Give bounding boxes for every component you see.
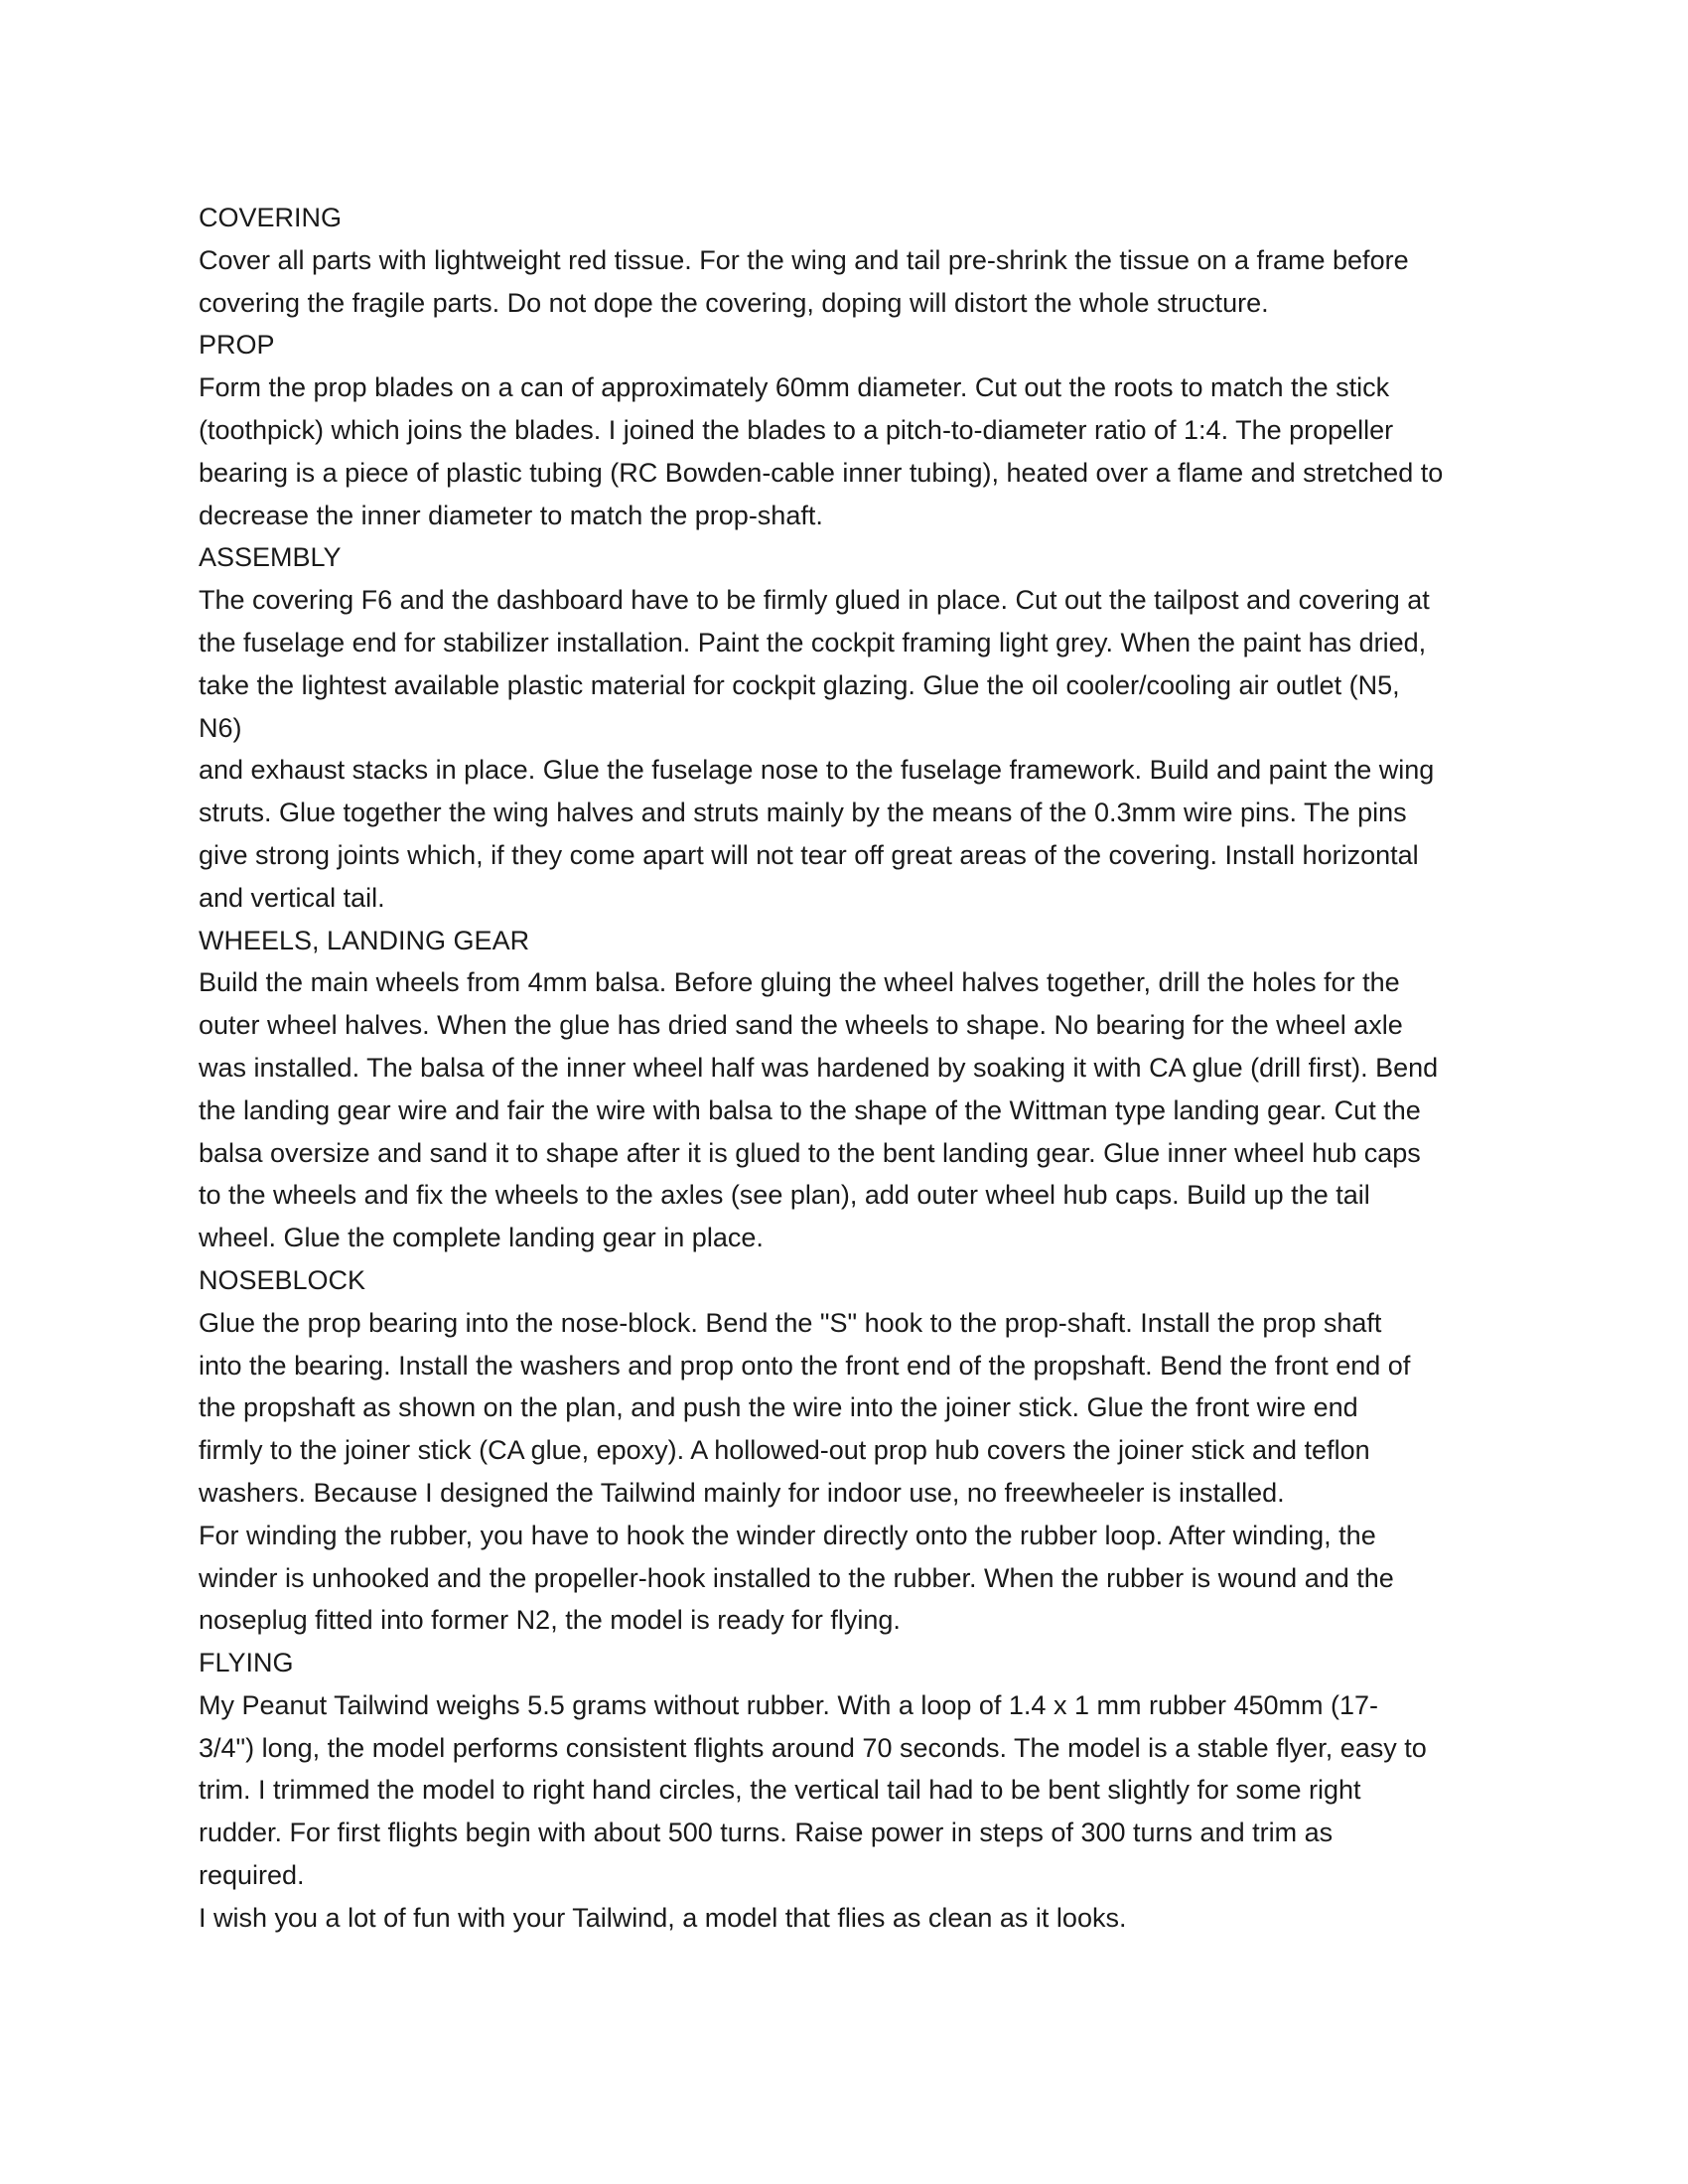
- section-heading-noseblock: NOSEBLOCK: [199, 1264, 366, 1295]
- text-line: Build the main wheels from 4mm balsa. Before gluing the wheel halves together, drill the holes for the: [199, 967, 1400, 998]
- text-line: give strong joints which, if they come apart will not tear off great areas of the covering. Install horizontal: [199, 839, 1419, 870]
- text-line: required.: [199, 1860, 305, 1891]
- text-line: Cover all parts with lightweight red tissue. For the wing and tail pre-shrink the tissue on a frame before: [199, 244, 1409, 275]
- text-line: take the lightest available plastic material for cockpit glazing. Glue the oil cooler/cooling air outlet (N5,: [199, 669, 1400, 700]
- text-line: trim. I trimmed the model to right hand circles, the vertical tail had to be bent slightly for some right: [199, 1775, 1361, 1806]
- text-line: My Peanut Tailwind weighs 5.5 grams without rubber. With a loop of 1.4 x 1 mm rubber 450mm (17-: [199, 1689, 1379, 1720]
- text-line: 3/4") long, the model performs consistent flights around 70 seconds. The model is a stable flyer, easy to: [199, 1732, 1427, 1763]
- section-heading-prop: PROP: [199, 330, 275, 361]
- text-line: Glue the prop bearing into the nose-block. Bend the "S" hook to the prop-shaft. Install the prop shaft: [199, 1307, 1382, 1338]
- text-line: was installed. The balsa of the inner wheel half was hardened by soaking it with CA glue (drill first). Bend: [199, 1052, 1439, 1083]
- text-line: and exhaust stacks in place. Glue the fuselage nose to the fuselage framework. Build and paint the wing: [199, 755, 1435, 786]
- text-line: (toothpick) which joins the blades. I joined the blades to a pitch-to-diameter ratio of 1:4. The propeller: [199, 414, 1394, 445]
- text-line: struts. Glue together the wing halves and struts mainly by the means of the 0.3mm wire pins. The pins: [199, 798, 1407, 828]
- text-line: outer wheel halves. When the glue has dried sand the wheels to shape. No bearing for the wheel axle: [199, 1010, 1403, 1041]
- text-line: rudder. For first flights begin with about 500 turns. Raise power in steps of 300 turns and trim as: [199, 1818, 1334, 1848]
- text-line: the propshaft as shown on the plan, and push the wire into the joiner stick. Glue the front wire end: [199, 1392, 1358, 1423]
- text-line: N6): [199, 712, 242, 743]
- text-line: I wish you a lot of fun with your Tailwind, a model that flies as clean as it looks.: [199, 1902, 1127, 1933]
- text-line: For winding the rubber, you have to hook the winder directly onto the rubber loop. After winding, the: [199, 1520, 1376, 1550]
- section-heading-flying: FLYING: [199, 1648, 294, 1678]
- section-heading-wheels-landing-gear: WHEELS, LANDING GEAR: [199, 925, 530, 955]
- text-line: the fuselage end for stabilizer installation. Paint the cockpit framing light grey. When the paint has dried,: [199, 627, 1427, 657]
- section-heading-covering: COVERING: [199, 203, 343, 232]
- text-line: wheel. Glue the complete landing gear in place.: [199, 1223, 764, 1253]
- text-line: covering the fragile parts. Do not dope the covering, doping will distort the whole structure.: [199, 287, 1269, 318]
- text-line: washers. Because I designed the Tailwind mainly for indoor use, no freewheeler is installed.: [199, 1477, 1285, 1508]
- text-line: noseplug fitted into former N2, the model is ready for flying.: [199, 1605, 901, 1636]
- text-line: balsa oversize and sand it to shape after it is glued to the bent landing gear. Glue inner wheel hub caps: [199, 1137, 1421, 1168]
- document-body: [199, 197, 1489, 1940]
- text-line: decrease the inner diameter to match the prop-shaft.: [199, 500, 823, 530]
- section-heading-assembly: ASSEMBLY: [199, 542, 342, 573]
- text-line: to the wheels and fix the wheels to the axles (see plan), add outer wheel hub caps. Build up the tail: [199, 1180, 1370, 1211]
- text-line: the landing gear wire and fair the wire with balsa to the shape of the Wittman type landing gear. Cut the: [199, 1094, 1421, 1125]
- text-line: winder is unhooked and the propeller-hook installed to the rubber. When the rubber is wound and the: [199, 1562, 1394, 1593]
- text-line: Form the prop blades on a can of approximately 60mm diameter. Cut out the roots to match the stick: [199, 372, 1390, 403]
- text-line: bearing is a piece of plastic tubing (RC Bowden-cable inner tubing), heated over a flame and stretched to: [199, 457, 1444, 488]
- text-line: into the bearing. Install the washers and prop onto the front end of the propshaft. Bend the front end of: [199, 1350, 1411, 1381]
- text-line: and vertical tail.: [199, 882, 385, 913]
- text-line: The covering F6 and the dashboard have to be firmly glued in place. Cut out the tailpost and covering at: [199, 585, 1430, 616]
- text-line: firmly to the joiner stick (CA glue, epoxy). A hollowed-out prop hub covers the joiner stick and teflon: [199, 1435, 1370, 1466]
